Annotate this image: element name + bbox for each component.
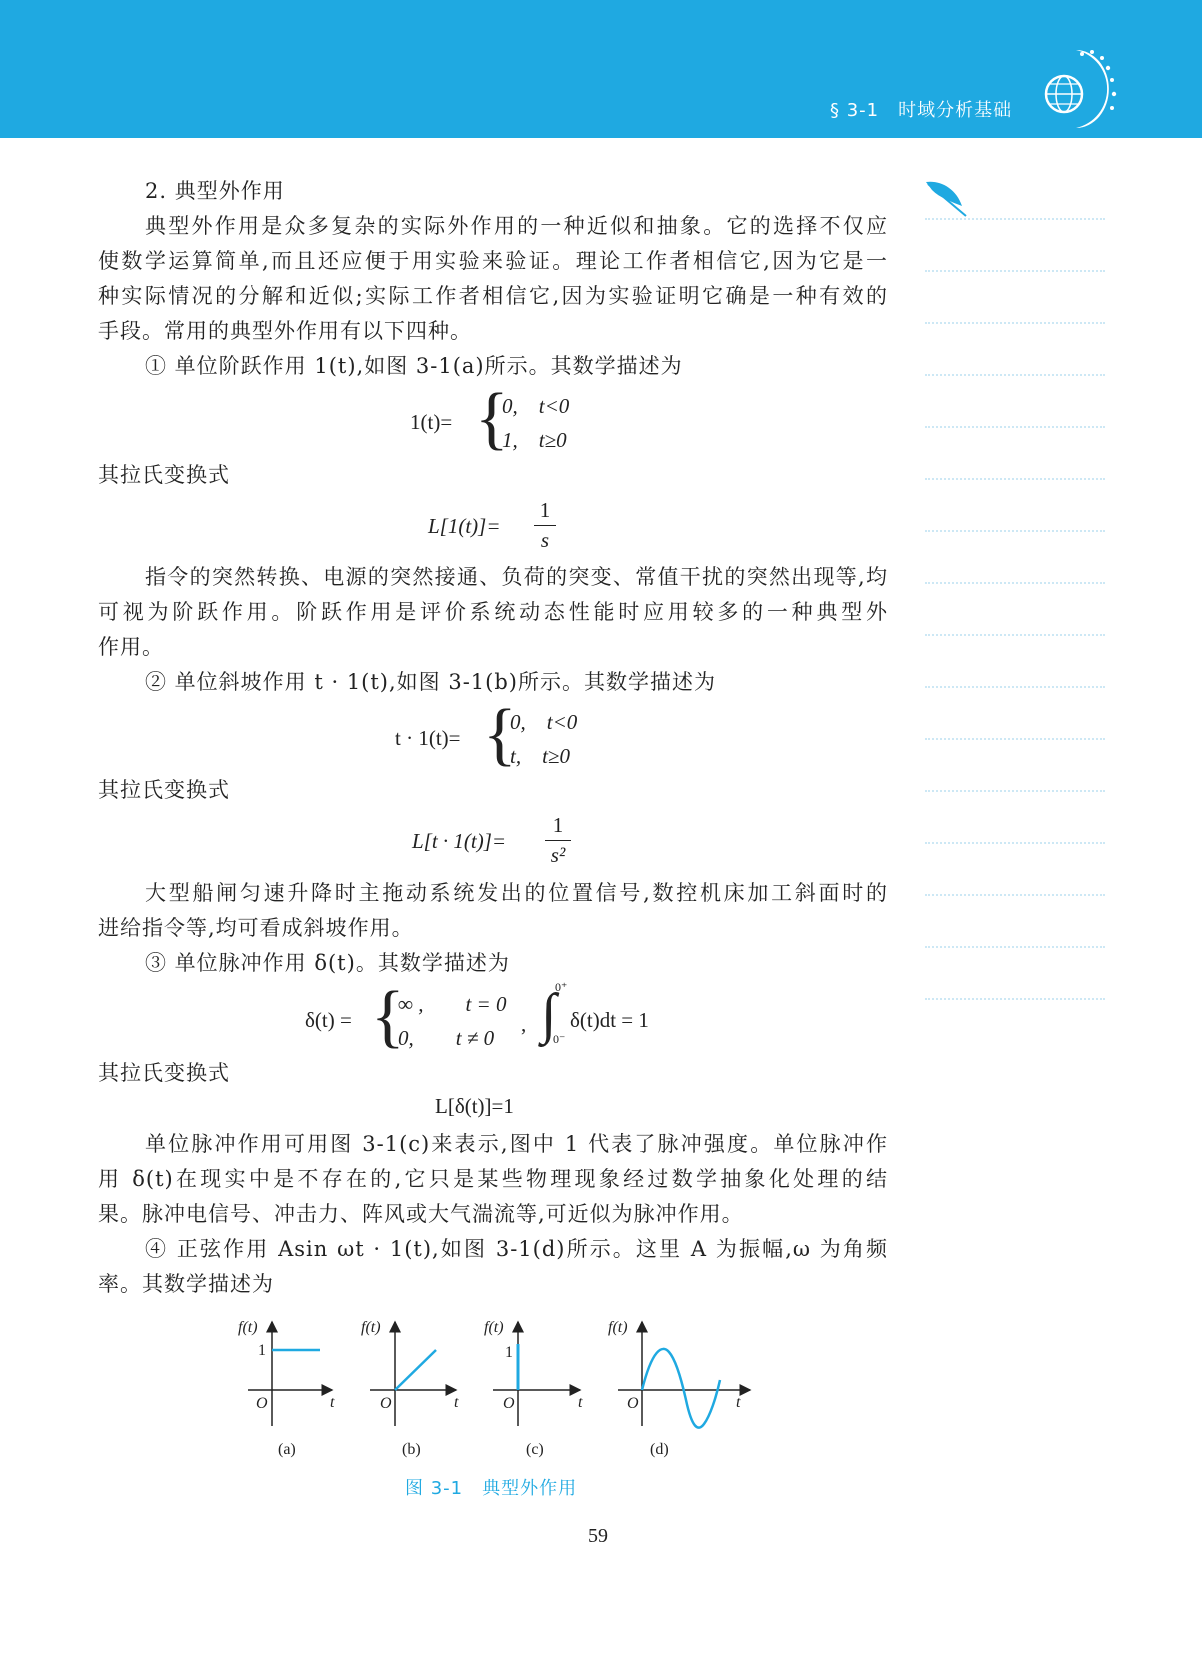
paragraph-line: 用 δ(t)在现实中是不存在的,它只是某些物理现象经过数学抽象化处理的结 bbox=[98, 1167, 888, 1191]
equation-lhs: δ(t) = bbox=[305, 1008, 352, 1032]
origin-label: O bbox=[503, 1395, 515, 1412]
axis-label: t bbox=[454, 1394, 459, 1411]
fraction-denominator: s² bbox=[550, 843, 566, 867]
integral-body: δ(t)dt = 1 bbox=[570, 1008, 649, 1032]
equation-lhs: t · 1(t)= bbox=[395, 726, 461, 750]
page-number: 59 bbox=[588, 1525, 608, 1547]
equation-case: 0, t<0 bbox=[502, 394, 570, 418]
paragraph-line: 使数学运算简单,而且还应便于用实验来验证。理论工作者相信它,因为它是一 bbox=[98, 249, 888, 273]
equation-lhs: L[t · 1(t)]= bbox=[412, 829, 507, 853]
origin-label: O bbox=[627, 1395, 639, 1412]
item-step: ① 单位阶跃作用 1(t),如图 3-1(a)所示。其数学描述为 bbox=[145, 354, 683, 378]
item-ramp: ② 单位斜坡作用 t · 1(t),如图 3-1(b)所示。其数学描述为 bbox=[145, 670, 716, 694]
integral-upper: 0⁺ bbox=[555, 980, 568, 994]
paragraph-line: 单位脉冲作用可用图 3-1(c)来表示,图中 1 代表了脉冲强度。单位脉冲作 bbox=[145, 1132, 888, 1156]
axis-label: f(t) bbox=[238, 1319, 258, 1336]
globe-logo-icon bbox=[1040, 44, 1130, 134]
page-header-band bbox=[0, 0, 1202, 138]
axis-label: t bbox=[578, 1394, 583, 1411]
axis-label: t bbox=[736, 1394, 741, 1411]
equation-case: t, t≥0 bbox=[510, 744, 570, 768]
paragraph-line: 典型外作用是众多复杂的实际外作用的一种近似和抽象。它的选择不仅应 bbox=[145, 214, 888, 238]
origin-label: O bbox=[380, 1395, 392, 1412]
fraction-bar bbox=[534, 525, 556, 526]
paragraph-line: 种实际情况的分解和近似;实际工作者相信它,因为实验证明它确是一种有效的 bbox=[98, 284, 888, 308]
laplace-label: 其拉氏变换式 bbox=[98, 463, 230, 487]
paragraph-line: 进给指令等,均可看成斜坡作用。 bbox=[98, 916, 414, 940]
figure-caption: 图 3-1 典型外作用 bbox=[405, 1478, 578, 1499]
paragraph-line: 大型船闸匀速升降时主拖动系统发出的位置信号,数控机床加工斜面时的 bbox=[145, 881, 888, 905]
equation-lhs: 1(t)= bbox=[410, 410, 453, 434]
figure-typical-inputs bbox=[220, 1310, 760, 1460]
comma: , bbox=[521, 1012, 527, 1036]
equation-case: 1, t≥0 bbox=[502, 428, 567, 452]
paragraph-line: 果。脉冲电信号、冲击力、阵风或大气湍流等,可近似为脉冲作用。 bbox=[98, 1202, 744, 1226]
subfigure-label: (c) bbox=[526, 1441, 544, 1458]
subfigure-label: (a) bbox=[278, 1441, 296, 1458]
paragraph-line: 手段。常用的典型外作用有以下四种。 bbox=[98, 319, 472, 343]
paragraph-line: 可视为阶跃作用。阶跃作用是评价系统动态性能时应用较多的一种典型外 bbox=[98, 600, 888, 624]
paragraph-line: 率。其数学描述为 bbox=[98, 1272, 274, 1296]
laplace-label: 其拉氏变换式 bbox=[98, 778, 230, 802]
origin-label: O bbox=[256, 1395, 268, 1412]
equation-laplace-impulse: L[δ(t)]=1 bbox=[435, 1094, 514, 1118]
axis-tick-one: 1 bbox=[258, 1342, 266, 1359]
integral-lower: 0⁻ bbox=[553, 1032, 566, 1046]
axis-label: t bbox=[330, 1394, 335, 1411]
fraction-denominator: s bbox=[540, 528, 550, 552]
brace: { bbox=[483, 696, 517, 773]
equation-case: ∞ , t = 0 bbox=[398, 992, 507, 1016]
fraction-numerator: 1 bbox=[539, 498, 551, 522]
equation-case: 0, t<0 bbox=[510, 710, 578, 734]
axis-label: f(t) bbox=[608, 1319, 628, 1336]
section-heading: 2. 典型外作用 bbox=[145, 179, 285, 203]
laplace-label: 其拉氏变换式 bbox=[98, 1061, 230, 1085]
paragraph-line: 指令的突然转换、电源的突然接通、负荷的突变、常值干扰的突然出现等,均 bbox=[145, 565, 888, 589]
brace: { bbox=[475, 380, 509, 457]
fraction-numerator: 1 bbox=[552, 813, 564, 837]
equation-case: 0, t ≠ 0 bbox=[398, 1026, 495, 1050]
integral-sign: ∫ bbox=[541, 983, 557, 1045]
section-title: § 3-1 时域分析基础 bbox=[830, 100, 1013, 121]
axis-label: f(t) bbox=[361, 1319, 381, 1336]
feather-icon bbox=[922, 176, 970, 224]
axis-tick-one: 1 bbox=[505, 1344, 513, 1361]
subfigure-label: (d) bbox=[650, 1441, 669, 1458]
brace: { bbox=[371, 978, 405, 1055]
paragraph-line: 作用。 bbox=[98, 635, 164, 659]
equation-lhs: L[1(t)]= bbox=[428, 514, 501, 538]
item-impulse: ③ 单位脉冲作用 δ(t)。其数学描述为 bbox=[145, 951, 510, 975]
fraction-bar bbox=[545, 840, 571, 841]
subfigure-label: (b) bbox=[402, 1441, 421, 1458]
item-sine: ④ 正弦作用 Asin ωt · 1(t),如图 3-1(d)所示。这里 A 为振幅,ω 为角频 bbox=[145, 1237, 888, 1261]
axis-label: f(t) bbox=[484, 1319, 504, 1336]
